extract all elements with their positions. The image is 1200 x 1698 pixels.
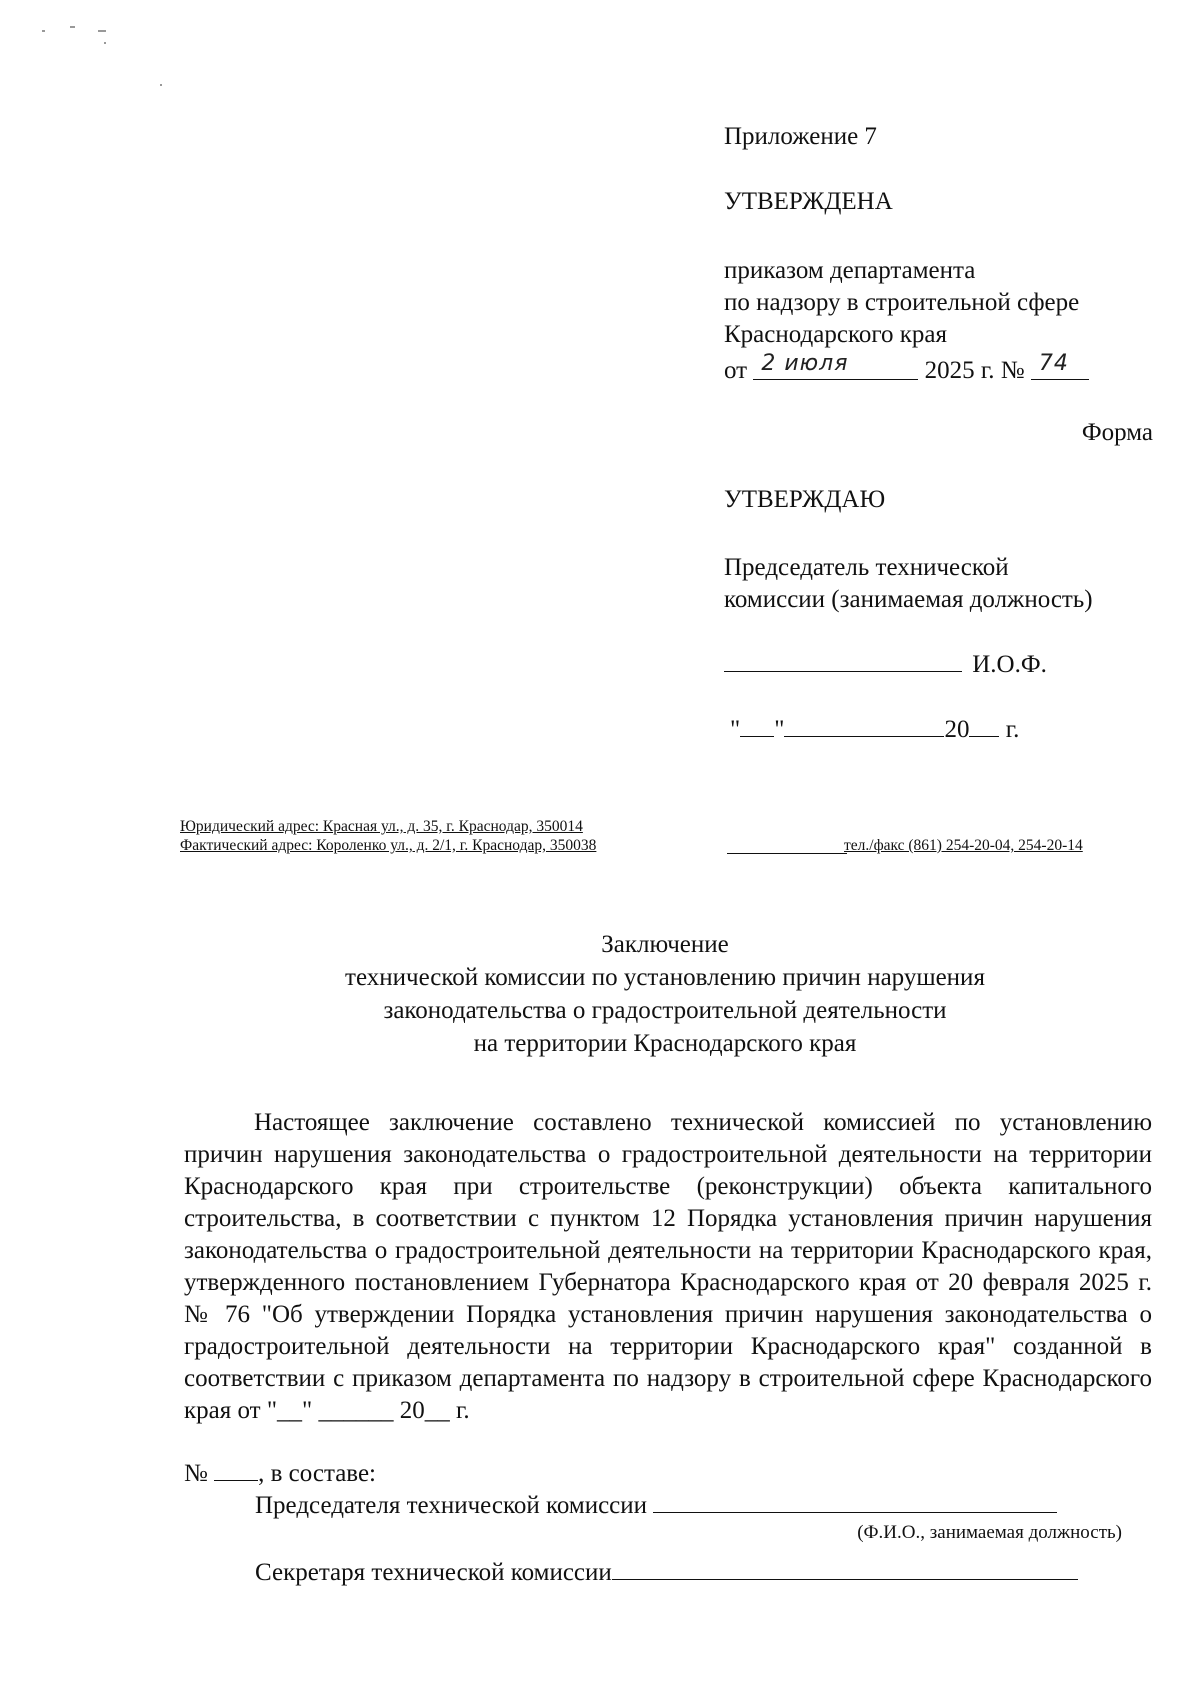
signature-line [724,650,1047,680]
number-field [1031,353,1089,380]
number-sign: № [184,1460,208,1487]
handwritten-number: 74 [1038,351,1069,376]
scan-artifact [160,84,162,86]
position-line-1: Председатель технической [724,554,1009,581]
approval-date-line [730,715,1019,745]
secretary-blank [612,1579,1078,1580]
quote-close: " [774,716,785,743]
body-paragraph: Настоящее заключение составлено технической комиссией по установлению причин нарушения законодательства о градостроительной деятельности на территории Краснодарского края при строительстве (реконструкции) объекта капитального строительства, в соответствии с пунктом 12 Порядка установления причин нарушения законодательства о градостроительной деятельности на территории Краснодарского края, утвержденного постановлением Губернатора Краснодарского края от 20 февраля 2025 г. № 76 "Об утверждении Порядка установления причин нарушения законодательства о градостроительной деятельности на территории Краснодарского края" созданной в соответствии с приказом департамента по надзору в строительной сфере Краснодарского края от "__" ______ 20__ г. [184,1109,1152,1424]
order-date-line [724,353,1089,386]
secretary-line [255,1558,1078,1588]
name-placeholder: И.О.Ф. [972,651,1047,678]
address-underline [727,853,847,854]
form-label: Форма [1081,419,1153,446]
quote-open: " [730,716,741,743]
number-blank [214,1480,258,1481]
year-suffix: г. [1005,716,1020,743]
signature-blank [724,671,962,672]
date-prefix: от [724,357,748,384]
approved-label: УТВЕРЖДЕНА [724,188,893,215]
day-blank [740,736,774,737]
composition-label: , в составе: [258,1460,377,1487]
scan-artifact [98,30,106,32]
month-blank [784,736,944,737]
order-line-3: Краснодарского края [724,321,947,348]
year-prefix: 20 [944,716,970,743]
scan-artifact [70,26,75,28]
title-line-3: законодательства о градостроительной деятельности [383,997,947,1024]
title-line-4: на территории Краснодарского края [473,1030,857,1057]
order-line-2: по надзору в строительной сфере [724,289,1080,316]
scan-artifact [42,30,45,32]
year-blank [969,736,999,737]
chairman-hint: (Ф.И.О., занимаемая должность) [857,1522,1122,1543]
order-line-1: приказом департамента [724,257,976,284]
chairman-label: Председателя технической комиссии [255,1492,648,1519]
document-title [180,928,1150,1060]
order-year: 2025 г. № [924,357,1025,384]
date-field [753,353,918,380]
title-line-1: Заключение [601,931,729,958]
approval-heading: УТВЕРЖДАЮ [724,486,886,513]
scan-artifact [104,42,106,44]
position-line-2: комиссии (занимаемая должность) [724,586,1093,613]
legal-address: Юридический адрес: Красная ул., д. 35, г. Краснодар, 350014 [180,818,583,835]
handwritten-date: 2 июля [761,351,849,376]
phone-fax: тел./факс (861) 254-20-04, 254-20-14 [844,837,1083,854]
appendix-label: Приложение 7 [724,123,877,150]
chairman-line [255,1491,1057,1521]
title-line-2: технической комиссии по установлению причин нарушения [345,964,985,991]
composition-line [184,1459,376,1489]
secretary-label: Секретаря технической комиссии [255,1559,612,1586]
actual-address: Фактический адрес: Короленко ул., д. 2/1, г. Краснодар, 350038 [180,837,597,854]
chairman-blank [653,1512,1057,1513]
